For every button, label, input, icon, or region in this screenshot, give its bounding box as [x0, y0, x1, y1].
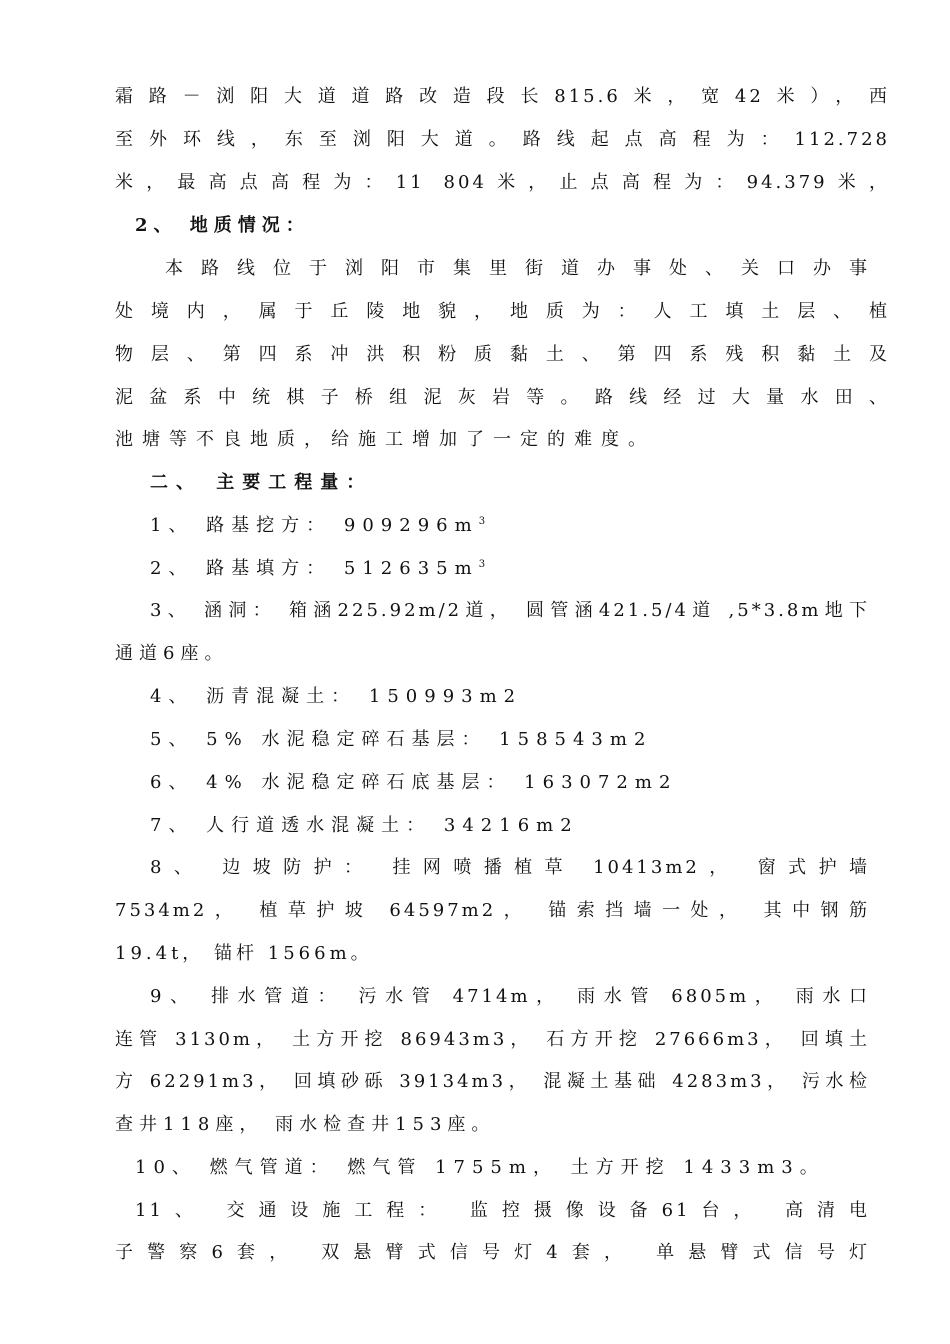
quantity-item-2: 2、 路基填方： $512635m^3$	[150, 558, 493, 579]
geology-line-2: 处境内，属于丘陵地貌，地质为：人工填土层、植	[115, 301, 890, 322]
quantity-item-1: 1、 路基挖方： $909296m^3$	[150, 515, 493, 536]
quantity-item-10: 10、 燃气管道： 燃气管 1755m， 土方开挖 1433m3。	[135, 1157, 825, 1178]
summary-line-2: 至外环线，东至浏阳大道。路线起点高程为：112.728	[115, 129, 890, 150]
summary-line-1: 霜路－浏阳大道道路改造段长815.6米，宽42米），西	[115, 86, 890, 107]
quantity-item-11-line-2: 子警察6套， 双悬臂式信号灯4套， 单悬臂式信号灯	[115, 1242, 870, 1263]
quantity-item-8-line-1: 8、 边坡防护： 挂网喷播植草 10413m2， 窗式护墙	[150, 857, 870, 878]
quantities-heading: 二、 主要工程量：	[150, 472, 373, 493]
summary-line-3: 米，最高点高程为：11 804米，止点高程为：94.379米，	[115, 172, 890, 193]
quantity-item-9-line-4: 查井118座， 雨水检查井153座。	[115, 1114, 496, 1135]
quantity-item-7: 7、 人行道透水混凝土： 34216m2	[150, 815, 579, 836]
geology-heading: 2、 地质情况：	[135, 215, 310, 236]
geology-line-3: 物层、第四系冲洪积粉质黏土、第四系残积黏土及	[115, 344, 890, 365]
quantity-item-5: 5、 5% 水泥稳定碎石基层： 158543m2	[150, 729, 653, 750]
quantity-item-8-line-2: 7534m2， 植草护坡 64597m2， 锚索挡墙一处， 其中钢筋	[115, 900, 870, 921]
geology-line-4: 泥盆系中统棋子桥组泥灰岩等。路线经过大量水田、	[115, 387, 890, 408]
quantity-item-3-line-2: 通道6座。	[115, 643, 229, 664]
quantity-item-11-line-1: 11、 交通设施工程： 监控摄像设备61台， 高清电	[135, 1200, 870, 1221]
quantity-item-8-line-3: 19.4t， 锚杆 1566m。	[115, 943, 373, 964]
geology-line-5: 池塘等不良地质，给施工增加了一定的难度。	[115, 429, 655, 450]
quantity-item-3-line-1: 3、 涵洞： 箱涵225.92m/2道， 圆管涵421.5/4道 ,5*3.8m地下	[150, 600, 870, 621]
quantity-item-6: 6、 4% 水泥稳定碎石底基层： 163072m2	[150, 772, 678, 793]
quantity-item-9-line-3: 方 62291m3， 回填砂砾 39134m3， 混凝土基础 4283m3， 污水检	[115, 1071, 870, 1092]
quantity-item-9-line-2: 连管 3130m， 土方开挖 86943m3， 石方开挖 27666m3， 回填土	[115, 1029, 870, 1050]
quantity-item-9-line-1: 9、 排水管道： 污水管 4714m， 雨水管 6805m， 雨水口	[150, 986, 870, 1007]
geology-line-1: 本路线位于浏阳市集里街道办事处、关口办事	[165, 258, 870, 279]
quantity-item-4: 4、 沥青混凝土： 150993m2	[150, 686, 523, 707]
